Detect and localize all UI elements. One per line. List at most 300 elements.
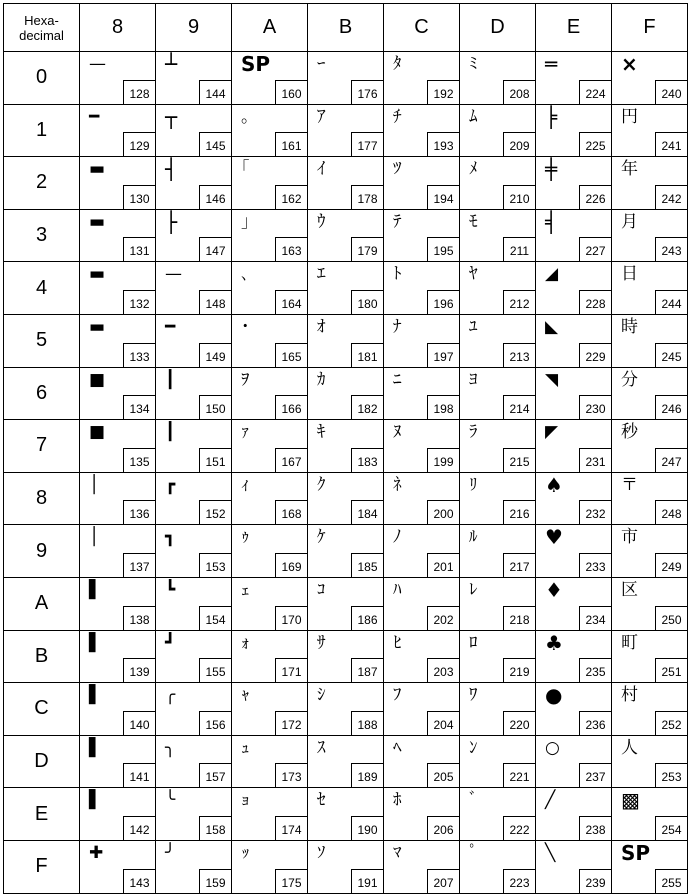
char-cell	[460, 577, 536, 630]
table-row	[4, 683, 688, 736]
char-glyph: ♦	[545, 577, 563, 602]
decimal-code: 169	[275, 553, 307, 577]
decimal-code: 170	[275, 606, 307, 630]
char-cell	[156, 525, 232, 578]
char-cell	[460, 52, 536, 105]
decimal-code: 158	[199, 816, 231, 840]
char-glyph: 月	[621, 211, 638, 232]
decimal-code: 203	[427, 658, 459, 682]
char-glyph: ﾉ	[393, 527, 402, 548]
char-glyph: ｱ	[317, 106, 326, 127]
char-glyph: ╪	[545, 157, 558, 182]
char-glyph: SP	[241, 52, 271, 76]
char-cell	[308, 735, 384, 788]
char-glyph: ｦ	[241, 369, 250, 390]
decimal-code: 162	[275, 185, 307, 209]
decimal-code: 255	[655, 869, 687, 893]
decimal-code: 243	[655, 237, 687, 261]
char-cell	[308, 577, 384, 630]
decimal-code: 171	[275, 658, 307, 682]
decimal-code: 245	[655, 343, 687, 367]
decimal-code: 213	[503, 343, 535, 367]
char-glyph: ﾃ	[393, 211, 402, 232]
char-glyph: ﾎ	[393, 790, 402, 811]
decimal-code: 153	[199, 553, 231, 577]
char-cell	[460, 840, 536, 893]
char-cell	[536, 683, 612, 736]
decimal-code: 250	[655, 606, 687, 630]
char-cell	[612, 157, 688, 210]
decimal-code: 220	[503, 711, 535, 735]
decimal-code: 240	[655, 80, 687, 104]
decimal-code: 186	[351, 606, 383, 630]
char-cell	[460, 525, 536, 578]
char-glyph: ﾔ	[469, 264, 478, 285]
decimal-code: 150	[199, 395, 231, 419]
char-cell	[536, 788, 612, 841]
char-glyph: ▌	[89, 685, 103, 706]
char-glyph: ﾝ	[469, 737, 478, 758]
decimal-code: 173	[275, 763, 307, 787]
decimal-code: 219	[503, 658, 535, 682]
char-glyph: ｵ	[317, 316, 326, 337]
row-header-9: 9	[4, 525, 80, 578]
decimal-code: 160	[275, 80, 307, 104]
table-row	[4, 577, 688, 630]
char-cell	[232, 104, 308, 157]
column-header-F: F	[612, 4, 688, 52]
char-cell	[612, 788, 688, 841]
decimal-code: 179	[351, 237, 383, 261]
char-cell	[232, 209, 308, 262]
row-header-E: E	[4, 788, 80, 841]
char-cell	[384, 104, 460, 157]
row-header-1: 1	[4, 104, 80, 157]
char-cell	[384, 472, 460, 525]
decimal-code: 155	[199, 658, 231, 682]
char-glyph: ｳ	[317, 211, 326, 232]
header-row	[4, 4, 688, 52]
decimal-code: 175	[275, 869, 307, 893]
row-header-7: 7	[4, 420, 80, 473]
char-cell	[308, 683, 384, 736]
decimal-code: 197	[427, 343, 459, 367]
column-header-8: 8	[80, 4, 156, 52]
char-glyph: ◣	[545, 316, 559, 337]
char-glyph: 〒	[621, 474, 638, 495]
decimal-code: 151	[199, 448, 231, 472]
decimal-code: 208	[503, 80, 535, 104]
char-glyph: ━	[89, 106, 100, 127]
decimal-code: 185	[351, 553, 383, 577]
char-glyph: ▌	[89, 579, 103, 600]
char-cell	[80, 472, 156, 525]
character-code-table	[3, 3, 688, 894]
table-row	[4, 735, 688, 788]
char-cell	[232, 735, 308, 788]
char-glyph: ｻ	[317, 632, 326, 653]
char-cell	[308, 157, 384, 210]
char-glyph: ､	[241, 264, 250, 285]
decimal-code: 147	[199, 237, 231, 261]
char-glyph: ｿ	[317, 842, 326, 863]
char-glyph: 市	[621, 527, 638, 548]
decimal-code: 180	[351, 290, 383, 314]
table-row	[4, 52, 688, 105]
char-glyph: ×	[621, 52, 638, 76]
decimal-code: 206	[427, 816, 459, 840]
char-cell	[460, 367, 536, 420]
row-header-5: 5	[4, 314, 80, 367]
decimal-code: 141	[123, 763, 155, 787]
char-cell	[80, 840, 156, 893]
decimal-code: 224	[579, 80, 611, 104]
char-cell	[460, 420, 536, 473]
char-glyph: ▌	[89, 737, 103, 758]
decimal-code: 172	[275, 711, 307, 735]
decimal-code: 193	[427, 132, 459, 156]
char-cell	[232, 683, 308, 736]
table-row	[4, 788, 688, 841]
char-glyph: ▬	[89, 211, 106, 232]
char-glyph: ├	[165, 209, 178, 234]
char-cell	[612, 104, 688, 157]
row-header-8: 8	[4, 472, 80, 525]
char-glyph: ｲ	[317, 159, 326, 180]
char-glyph: 村	[621, 685, 638, 706]
decimal-code: 136	[123, 500, 155, 524]
char-cell	[612, 683, 688, 736]
char-glyph: ｨ	[241, 474, 250, 495]
table-row	[4, 525, 688, 578]
char-glyph: ﾘ	[469, 474, 478, 495]
char-cell	[460, 314, 536, 367]
char-cell	[156, 104, 232, 157]
char-glyph: 区	[621, 579, 638, 600]
char-glyph: ○	[545, 737, 560, 758]
decimal-code: 199	[427, 448, 459, 472]
char-glyph: ✚	[89, 842, 104, 863]
char-cell	[536, 735, 612, 788]
decimal-code: 238	[579, 816, 611, 840]
char-cell	[308, 840, 384, 893]
decimal-code: 210	[503, 185, 535, 209]
char-glyph: ｪ	[241, 579, 250, 600]
char-cell	[536, 262, 612, 315]
decimal-code: 178	[351, 185, 383, 209]
char-glyph: ﾁ	[393, 106, 402, 127]
char-cell	[80, 788, 156, 841]
char-glyph: ◥	[545, 369, 559, 390]
char-glyph: ｰ	[317, 54, 326, 74]
char-glyph: ｡	[241, 106, 250, 127]
decimal-code: 134	[123, 395, 155, 419]
char-glyph: ┴	[165, 52, 178, 76]
char-glyph: ｴ	[317, 264, 326, 285]
char-cell	[80, 52, 156, 105]
decimal-code: 138	[123, 606, 155, 630]
row-header-0: 0	[4, 52, 80, 105]
row-header-6: 6	[4, 367, 80, 420]
char-glyph: ╞	[545, 104, 558, 129]
char-cell	[460, 472, 536, 525]
char-glyph: ♠	[545, 472, 563, 497]
char-glyph: ﾚ	[469, 579, 478, 600]
char-glyph: ﾀ	[393, 54, 402, 74]
char-cell	[612, 262, 688, 315]
char-glyph: ﾆ	[393, 369, 402, 390]
char-cell	[80, 209, 156, 262]
table-row	[4, 840, 688, 893]
char-glyph: ﾛ	[469, 632, 478, 653]
char-glyph: ｫ	[241, 632, 250, 653]
char-cell	[80, 420, 156, 473]
char-cell	[156, 472, 232, 525]
decimal-code: 198	[427, 395, 459, 419]
char-cell	[612, 630, 688, 683]
char-cell	[384, 157, 460, 210]
char-cell	[460, 683, 536, 736]
char-glyph: ┗	[165, 579, 176, 600]
char-cell	[156, 683, 232, 736]
column-header-9: 9	[156, 4, 232, 52]
decimal-code: 232	[579, 500, 611, 524]
char-cell	[156, 577, 232, 630]
decimal-code: 218	[503, 606, 535, 630]
decimal-code: 166	[275, 395, 307, 419]
char-cell	[232, 472, 308, 525]
char-glyph: ━	[165, 316, 176, 337]
char-glyph: ﾋ	[393, 632, 402, 653]
hexadecimal-label: Hexa- decimal	[19, 12, 64, 43]
char-glyph: ▬	[89, 264, 106, 285]
char-glyph: ﾙ	[469, 527, 478, 548]
char-cell	[384, 367, 460, 420]
char-cell	[384, 840, 460, 893]
decimal-code: 168	[275, 500, 307, 524]
decimal-code: 184	[351, 500, 383, 524]
char-cell	[384, 52, 460, 105]
table-row	[4, 314, 688, 367]
char-glyph: ╡	[545, 209, 558, 234]
char-glyph: 秒	[621, 422, 638, 443]
char-glyph: ﾈ	[393, 474, 402, 495]
decimal-code: 205	[427, 763, 459, 787]
decimal-code: 165	[275, 343, 307, 367]
char-cell	[156, 630, 232, 683]
decimal-code: 202	[427, 606, 459, 630]
char-cell	[156, 314, 232, 367]
decimal-code: 187	[351, 658, 383, 682]
char-cell	[80, 367, 156, 420]
char-cell	[536, 157, 612, 210]
char-cell	[232, 367, 308, 420]
char-cell	[384, 788, 460, 841]
decimal-code: 128	[123, 80, 155, 104]
decimal-code: 156	[199, 711, 231, 735]
decimal-code: 225	[579, 132, 611, 156]
decimal-code: 244	[655, 290, 687, 314]
char-glyph: ●	[545, 683, 563, 708]
decimal-code: 154	[199, 606, 231, 630]
char-glyph: ▬	[89, 316, 106, 337]
char-glyph: ｹ	[317, 527, 326, 548]
decimal-code: 235	[579, 658, 611, 682]
decimal-code: 137	[123, 553, 155, 577]
char-cell	[156, 420, 232, 473]
column-header-B: B	[308, 4, 384, 52]
row-header-C: C	[4, 683, 80, 736]
char-glyph: ◤	[545, 422, 559, 443]
decimal-code: 248	[655, 500, 687, 524]
decimal-code: 214	[503, 395, 535, 419]
char-cell	[612, 840, 688, 893]
decimal-code: 223	[503, 869, 535, 893]
decimal-code: 204	[427, 711, 459, 735]
char-glyph: ｬ	[241, 685, 250, 706]
decimal-code: 226	[579, 185, 611, 209]
char-cell	[80, 525, 156, 578]
char-cell	[536, 525, 612, 578]
decimal-code: 174	[275, 816, 307, 840]
row-header-2: 2	[4, 157, 80, 210]
decimal-code: 188	[351, 711, 383, 735]
char-cell	[80, 735, 156, 788]
char-cell	[460, 630, 536, 683]
char-cell	[308, 788, 384, 841]
char-glyph: ﾏ	[393, 842, 402, 863]
char-glyph: ｶ	[317, 369, 326, 390]
char-glyph: 町	[621, 632, 638, 653]
char-glyph: ･	[241, 316, 250, 337]
char-cell	[80, 262, 156, 315]
decimal-code: 217	[503, 553, 535, 577]
char-cell	[232, 630, 308, 683]
decimal-code: 159	[199, 869, 231, 893]
char-glyph: ｮ	[241, 790, 250, 811]
decimal-code: 149	[199, 343, 231, 367]
char-cell	[536, 630, 612, 683]
char-glyph: │	[89, 527, 100, 548]
char-glyph: ﾍ	[393, 737, 402, 758]
decimal-code: 196	[427, 290, 459, 314]
char-glyph: ▩	[621, 788, 640, 813]
decimal-code: 132	[123, 290, 155, 314]
char-glyph: ｷ	[317, 422, 326, 443]
row-header-D: D	[4, 735, 80, 788]
decimal-code: 200	[427, 500, 459, 524]
char-glyph: ┃	[165, 369, 176, 390]
char-glyph: —	[165, 264, 182, 285]
decimal-code: 241	[655, 132, 687, 156]
char-glyph: │	[89, 474, 100, 495]
char-cell	[384, 525, 460, 578]
char-glyph: ﾕ	[469, 316, 478, 337]
char-cell	[460, 788, 536, 841]
char-cell	[232, 157, 308, 210]
char-cell	[156, 209, 232, 262]
char-glyph: 時	[621, 316, 638, 337]
row-header-3: 3	[4, 209, 80, 262]
char-cell	[612, 735, 688, 788]
decimal-code: 249	[655, 553, 687, 577]
char-cell	[156, 735, 232, 788]
decimal-code: 215	[503, 448, 535, 472]
char-cell	[460, 104, 536, 157]
row-header-F: F	[4, 840, 80, 893]
char-glyph: ╭	[165, 685, 176, 706]
column-header-D: D	[460, 4, 536, 52]
char-cell	[536, 840, 612, 893]
table-row	[4, 420, 688, 473]
decimal-code: 131	[123, 237, 155, 261]
decimal-code: 209	[503, 132, 535, 156]
char-cell	[156, 262, 232, 315]
decimal-code: 130	[123, 185, 155, 209]
char-glyph: 分	[621, 369, 638, 390]
char-glyph: 人	[621, 737, 638, 758]
decimal-code: 252	[655, 711, 687, 735]
char-cell	[612, 367, 688, 420]
char-cell	[80, 577, 156, 630]
char-cell	[156, 52, 232, 105]
char-cell	[232, 840, 308, 893]
char-glyph: ┓	[165, 527, 176, 548]
decimal-code: 251	[655, 658, 687, 682]
char-cell	[308, 472, 384, 525]
table-row	[4, 104, 688, 157]
table-row	[4, 367, 688, 420]
char-cell	[612, 420, 688, 473]
decimal-code: 228	[579, 290, 611, 314]
char-cell	[536, 209, 612, 262]
decimal-code: 247	[655, 448, 687, 472]
char-cell	[460, 735, 536, 788]
decimal-code: 129	[123, 132, 155, 156]
table-row	[4, 262, 688, 315]
char-glyph: ┏	[165, 474, 176, 495]
char-glyph: ﾊ	[393, 579, 402, 600]
char-cell	[80, 683, 156, 736]
decimal-code: 222	[503, 816, 535, 840]
char-glyph: ﾅ	[393, 316, 402, 337]
decimal-code: 161	[275, 132, 307, 156]
char-glyph: ┬	[165, 104, 178, 129]
decimal-code: 211	[503, 237, 535, 261]
char-glyph: ╲	[545, 842, 556, 863]
column-header-E: E	[536, 4, 612, 52]
char-cell	[612, 577, 688, 630]
char-cell	[384, 262, 460, 315]
char-glyph: ╱	[545, 790, 556, 811]
char-cell	[460, 157, 536, 210]
decimal-code: 212	[503, 290, 535, 314]
char-cell	[80, 630, 156, 683]
char-cell	[308, 367, 384, 420]
char-cell	[612, 525, 688, 578]
decimal-code: 233	[579, 553, 611, 577]
char-glyph: ｭ	[241, 737, 250, 758]
char-cell	[536, 104, 612, 157]
char-cell	[536, 52, 612, 105]
char-glyph: ═	[545, 52, 558, 76]
char-cell	[536, 577, 612, 630]
char-glyph: ｩ	[241, 527, 250, 548]
char-glyph: ▬	[89, 159, 106, 180]
table-row	[4, 630, 688, 683]
char-cell	[612, 52, 688, 105]
column-header-A: A	[232, 4, 308, 52]
